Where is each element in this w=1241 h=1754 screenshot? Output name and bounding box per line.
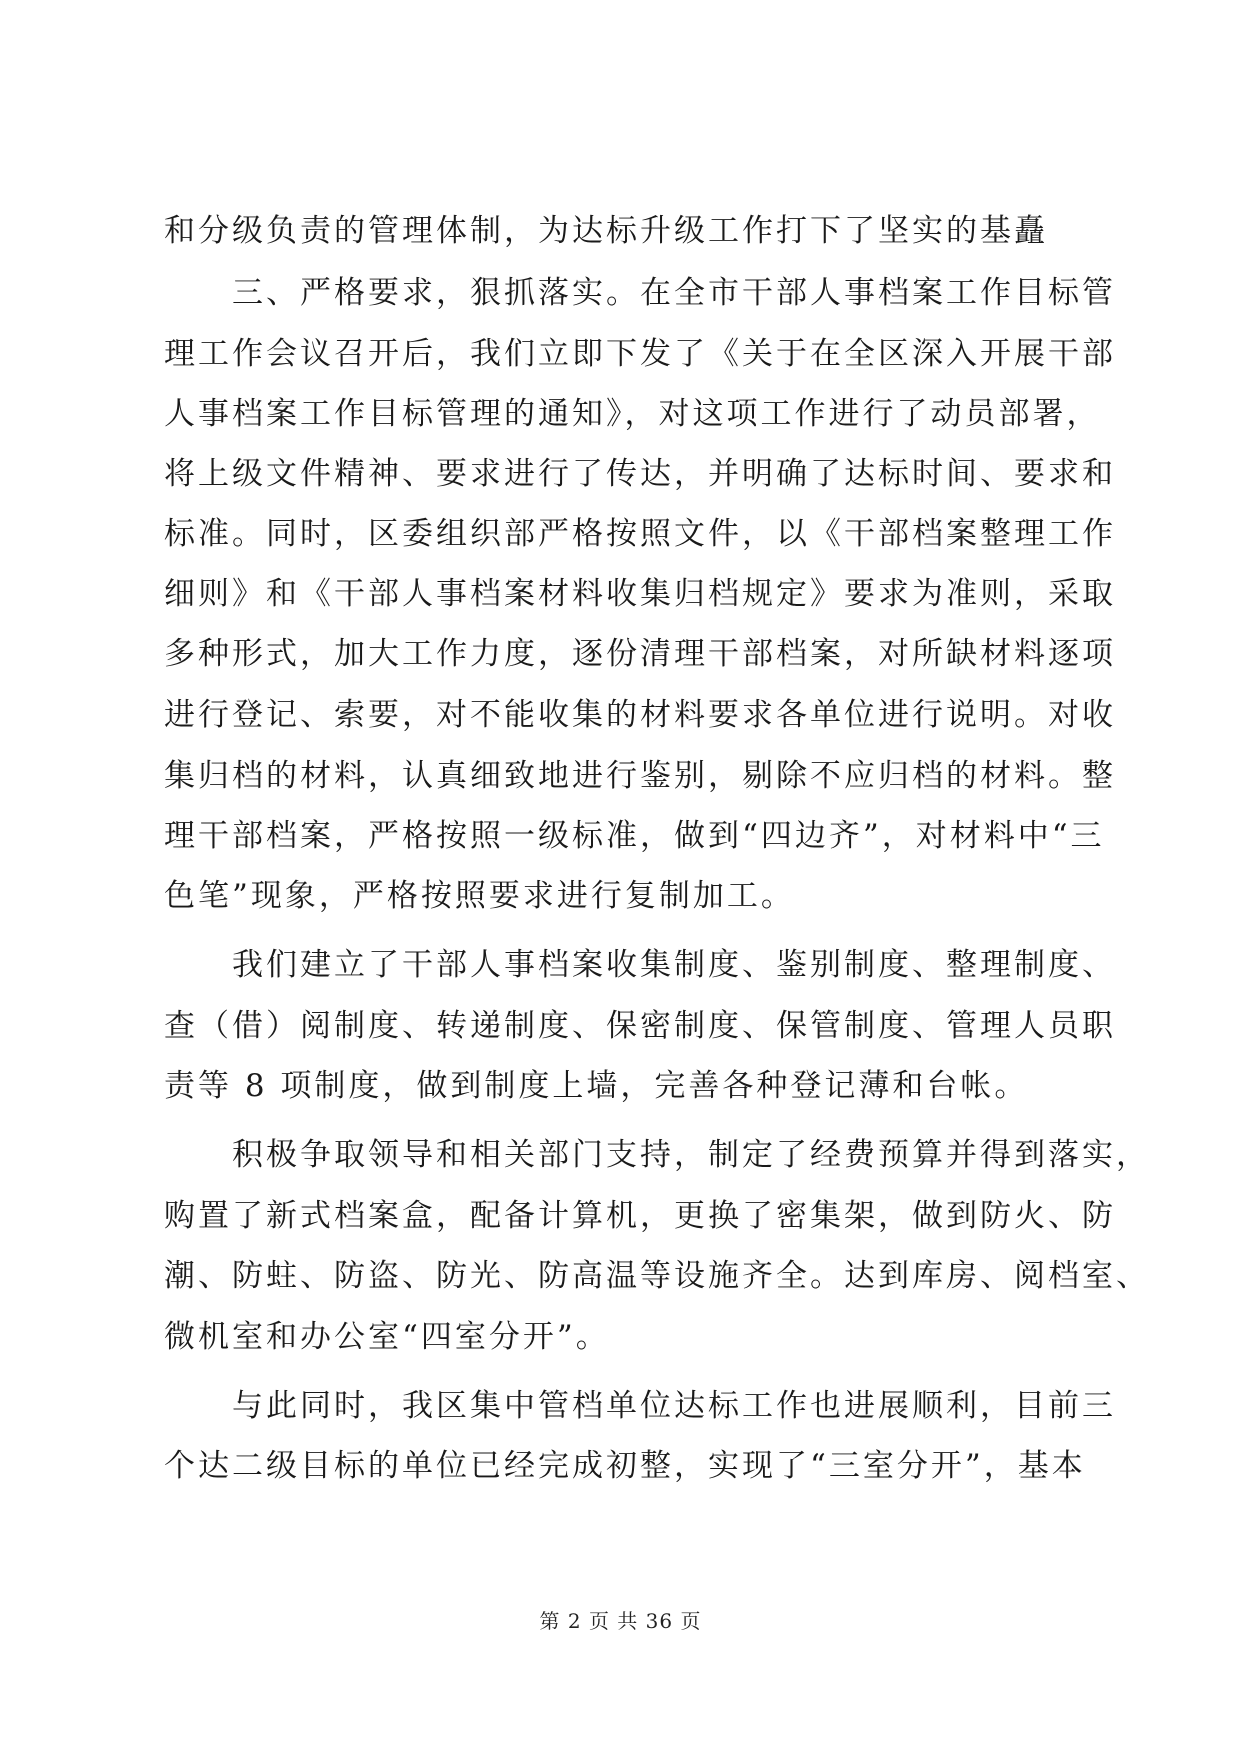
paragraph-line: 购置了新式档案盒，配备计算机，更换了密集架，做到防火、防: [164, 1198, 1116, 1234]
paragraph-line: 理干部档案，严格按照一级标准，做到“四边齐”，对材料中“三: [164, 818, 1105, 854]
paragraph-line: 将上级文件精神、要求进行了传达，并明确了达标时间、要求和: [164, 456, 1116, 492]
page-number-footer: 第 2 页 共 36 页: [539, 1609, 702, 1633]
paragraph-line: 三、严格要求，狠抓落实。在全市干部人事档案工作目标管: [232, 275, 1116, 311]
paragraph-line: 进行登记、索要，对不能收集的材料要求各单位进行说明。对收: [164, 697, 1116, 733]
paragraph-line: 潮、防蛀、防盗、防光、防高温等设施齐全。达到库房、阅档室、: [164, 1258, 1150, 1294]
paragraph-line: 标准。同时，区委组织部严格按照文件，以《干部档案整理工作: [164, 516, 1116, 552]
paragraph-line: 多种形式，加大工作力度，逐份清理干部档案，对所缺材料逐项: [164, 636, 1116, 672]
paragraph-line: 积极争取领导和相关部门支持，制定了经费预算并得到落实，: [232, 1137, 1150, 1173]
paragraph-line: 色笔”现象，严格按照要求进行复制加工。: [164, 878, 795, 914]
paragraph-line: 与此同时，我区集中管档单位达标工作也进展顺利，目前三: [232, 1388, 1116, 1424]
paragraph-line: 查（借）阅制度、转递制度、保密制度、保管制度、管理人员职: [164, 1008, 1116, 1044]
paragraph-line: 和分级负责的管理体制，为达标升级工作打下了坚实的基矗: [164, 213, 1048, 249]
paragraph-line: 我们建立了干部人事档案收集制度、鉴别制度、整理制度、: [232, 947, 1116, 983]
paragraph-line: 理工作会议召开后，我们立即下发了《关于在全区深入开展干部: [164, 336, 1116, 372]
paragraph-line: 个达二级目标的单位已经完成初整，实现了“三室分开”，基本: [164, 1448, 1086, 1484]
paragraph-line: 细则》和《干部人事档案材料收集归档规定》要求为准则，采取: [164, 576, 1116, 612]
paragraph-line: 责等 8 项制度，做到制度上墙，完善各种登记薄和台帐。: [164, 1068, 1029, 1104]
paragraph-line: 人事档案工作目标管理的通知》，对这项工作进行了动员部署，: [164, 396, 1101, 432]
paragraph-line: 微机室和办公室“四室分开”。: [164, 1319, 610, 1355]
paragraph-line: 集归档的材料，认真细致地进行鉴别，剔除不应归档的材料。整: [164, 758, 1116, 794]
